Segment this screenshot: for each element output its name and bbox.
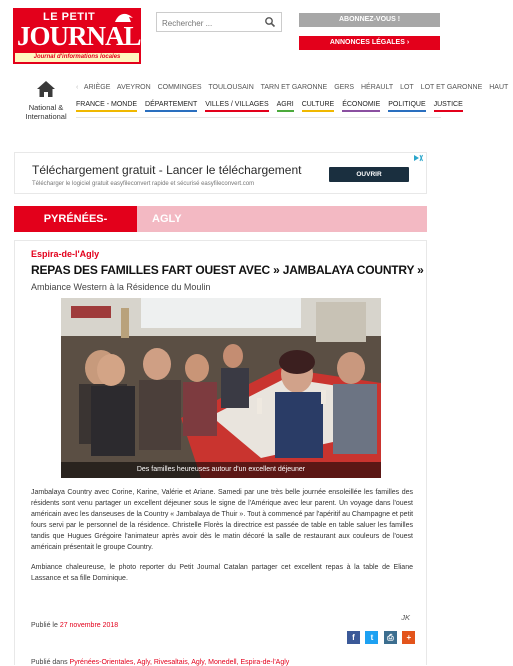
published-in-line [31, 659, 289, 666]
legal-notices-button[interactable]: ANNONCES LÉGALES › [299, 36, 440, 50]
share-buttons [346, 627, 415, 641]
category-departement[interactable]: DÉPARTEMENT [145, 101, 197, 112]
region-aveyron[interactable]: AVEYRON [116, 84, 151, 91]
article [14, 240, 427, 665]
ad-banner[interactable] [14, 152, 427, 194]
category-economie[interactable]: ÉCONOMIE [342, 101, 380, 112]
article-paragraph-1: Jambalaya Country avec Corine, Karine, Valérie et Ariane. Samedi par une très belle journée ensoleillée les familles des résidents sont venu partager un excellent déjeuner sous le signe de l'Amérique avec leur parent. Un voyage dans l'ouest américain avec les danseuses de la Country « Jambalaya de Thuir ». Tout à commencé par l'apéritif au Champagne et petit fours servi par le personnel de la résidence. Christelle Florès la directrice est passée de table en table saluer les familles tandis que Hugues Grégoire l'animateur après avoir dès le matin décoré la salle de restaurant aux couleurs de l'ouest américain présentait le groupe Country. [31, 489, 414, 551]
article-author: JK [401, 613, 410, 622]
region-ariege[interactable]: ARIÈGE [83, 84, 111, 91]
logo-tagline: Journal d'informations locales [15, 53, 139, 62]
plus-icon[interactable]: + [402, 631, 415, 644]
category-agri[interactable]: AGRI [277, 101, 294, 112]
site-logo[interactable] [13, 8, 141, 64]
article-paragraph-2: Ambiance chaleureuse, le photo reporter du Petit Journal Catalan partager cet excellent repas à la table de Eliane Lassance et sa fille Dominique. [31, 564, 413, 582]
category-france-monde[interactable]: FRANCE - MONDE [76, 101, 137, 112]
published-prefix: Publié le [31, 622, 58, 629]
home-label-line-1: National & [28, 103, 64, 112]
categories-menu [76, 101, 463, 115]
published-in-prefix: Publié dans [31, 659, 68, 666]
region-herault[interactable]: HÉRAULT [360, 84, 394, 91]
published-date-line [31, 622, 118, 629]
photo-caption: Des familles heureuses autour d'un excellent déjeuner [61, 462, 381, 478]
home-icon [36, 80, 56, 98]
search-box [156, 12, 282, 32]
article-body [31, 487, 413, 593]
search-input[interactable] [157, 15, 257, 33]
article-headline: REPAS DES FAMILLES FART OUEST AVEC » JAMBALAYA COUNTRY » [31, 263, 424, 277]
nav-home-national[interactable] [22, 80, 70, 126]
category-politique[interactable]: POLITIQUE [388, 101, 425, 112]
region-toulousain[interactable]: TOULOUSAIN [208, 84, 254, 91]
article-photo[interactable] [61, 298, 381, 478]
region-comminges[interactable]: COMMINGES [157, 84, 202, 91]
region-haut[interactable]: HAUT [489, 84, 509, 91]
category-culture[interactable]: CULTURE [302, 101, 335, 112]
section-bar [14, 206, 427, 251]
print-icon[interactable]: ⎙ [384, 631, 397, 644]
article-kicker[interactable]: Espira-de-l'Agly [31, 249, 100, 259]
article-subhead: Ambiance Western à la Résidence du Moulin [31, 282, 211, 292]
regions-menu [76, 84, 509, 96]
ad-choices-icon[interactable] [413, 154, 423, 162]
nav-divider [76, 117, 441, 118]
logo-top-text: LE PETIT [43, 11, 96, 23]
ad-title[interactable]: Téléchargement gratuit - Lancer le téléchargement [32, 163, 302, 177]
region-lot-et-garonne[interactable]: LOT ET GARONNE [420, 84, 483, 91]
category-villes-villages[interactable]: VILLES / VILLAGES [205, 101, 268, 112]
ad-open-button[interactable]: OUVRIR [329, 167, 409, 182]
section-pyrenees-orientales[interactable]: PYRÉNÉES-ORIENTALES [14, 206, 137, 232]
chevron-left-icon[interactable]: ‹ [76, 84, 79, 91]
section-agly[interactable]: AGLY [152, 213, 182, 225]
home-label-line-2: International [25, 112, 67, 121]
search-icon[interactable] [264, 16, 276, 28]
twitter-icon[interactable]: t [365, 631, 378, 644]
site-header [0, 0, 441, 68]
dining-photo-illustration [61, 298, 381, 478]
category-justice[interactable]: JUSTICE [434, 101, 463, 112]
facebook-icon[interactable]: f [347, 631, 360, 644]
subscribe-button[interactable]: ABONNEZ-VOUS ! [299, 13, 440, 27]
ad-subtitle: Télécharger le logiciel gratuit easyfileconvert rapide et sécurisé easyfileconvert.com [32, 181, 255, 187]
region-gers[interactable]: GERS [334, 84, 355, 91]
logo-main-text: JOURNAL [17, 21, 141, 51]
region-tarn-et-garonne[interactable]: TARN ET GARONNE [260, 84, 328, 91]
published-in-tags[interactable]: Pyrénées-Orientales, Agly, Rivesaltais, Agly, Monedell, Espira-de-l'Agly [69, 659, 290, 666]
region-lot[interactable]: LOT [400, 84, 414, 91]
published-date[interactable]: 27 novembre 2018 [59, 622, 119, 629]
